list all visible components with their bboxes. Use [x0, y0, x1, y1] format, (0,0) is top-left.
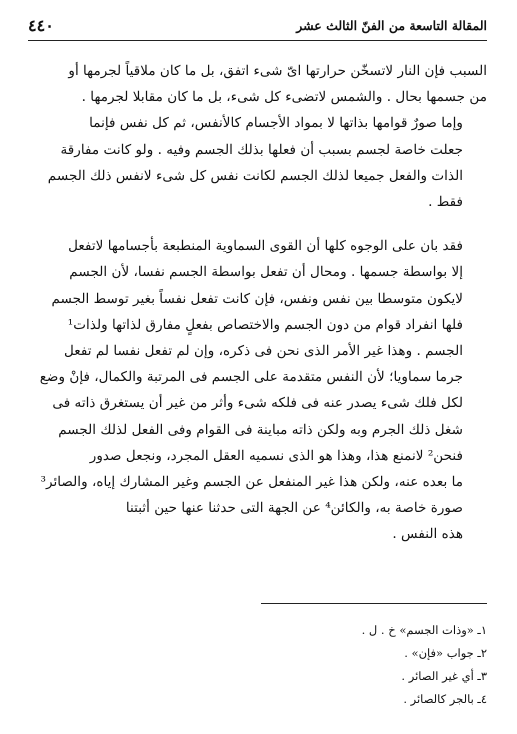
text-line: هذه النفس .	[392, 526, 463, 543]
text-line: ما بعده عنه، ولکن هذا غیر المنفعل عن الجسم وغیر المشارك إیاه، والصائر³	[40, 474, 463, 491]
text-line: الجسم . وهذا غیر الأمر الذی نحن فی ذکره، وإن لم تفعل نفسا لم تفعل	[64, 343, 463, 360]
body-text	[30, 58, 487, 548]
footnote: ٤ـ بالجر کالصائر .	[403, 692, 487, 706]
running-title: المقالة التاسعة من الفنّ الثالث عشر	[296, 17, 487, 33]
text-line: فلها انفراد قوام من دون الجسم والاختصاص بفعلٍ مفارق لذاتها ولذات¹	[67, 316, 463, 333]
text-line: شغل ذلك الجرم وبه ولکن ذاته مباینة فی القوام وفی الفعل لذلك الجسم	[58, 421, 463, 438]
footnote: ٣ـ أي غير الصائر .	[401, 669, 487, 683]
page-header	[28, 10, 487, 41]
text-line: فنحن² لانمنع هذا، وهذا هو الذی نسمیه العقل المجرد، ونجعل صدور	[89, 447, 463, 464]
text-line: وإما صورٌ قوامها بذاتها لا بمواد الأجسام کالأنفس، ثم کل نفس فإنما	[89, 115, 463, 132]
text-line: فقد بان علی الوجوه کلها أن القوی السماویة المنطبعة بأجسامها لاتفعل	[68, 238, 463, 255]
footnote: ١ـ «وذات الجسم» خ . ل .	[361, 623, 487, 637]
text-line: إلا بواسطة جسمها . ومحال أن تفعل بواسطة الجسم نفسا، لأن الجسم	[69, 264, 463, 281]
page-number: ٤٤٠	[28, 15, 54, 35]
paragraph	[30, 58, 487, 110]
footnotes	[30, 619, 487, 711]
text-line: فقط .	[428, 194, 463, 211]
text-line: لکل فلك شیء یصدر عنه فی فلکه شیء وأثر من غیر أن یستغرق ذاته فی	[52, 395, 463, 412]
text-line: السبب فإن النار لاتسخّن حرارتها ایّ شیء اتفق، بل ما کان ملاقیاً لجرمها أو	[68, 63, 487, 79]
text-line: جعلت خاصة لجسم بسبب أن فعلها بذلك الجسم وفیه . ولو کانت مفارقة	[60, 141, 463, 158]
text-line: جرما سماویا؛ لأن النفس متقدمة علی الجسم فی المرتبة والکمال، فإنْ وضع	[39, 369, 463, 386]
paragraph	[30, 233, 487, 547]
text-line: لایکون متوسطا بین نفس ونفس، فإن کانت تفعل نفساً بغیر توسط الجسم	[51, 290, 463, 307]
footnote-divider	[261, 603, 487, 604]
text-line: من جسمها بحال . والشمس لاتضیء کل شیء، بل ما کان مقابلا لجرمها .	[81, 89, 487, 106]
paragraph	[30, 110, 487, 215]
footnote: ٢ـ جواب «فإن» .	[404, 646, 487, 660]
text-line: صورة خاصة به، والکائن⁴ عن الجهة التی حدثنا عنها حین أثبتنا	[125, 500, 463, 517]
text-line: الذات والفعل جمیعا لذلك الجسم لکانت نفس کل شیء لانفس ذلك الجسم	[47, 167, 463, 184]
